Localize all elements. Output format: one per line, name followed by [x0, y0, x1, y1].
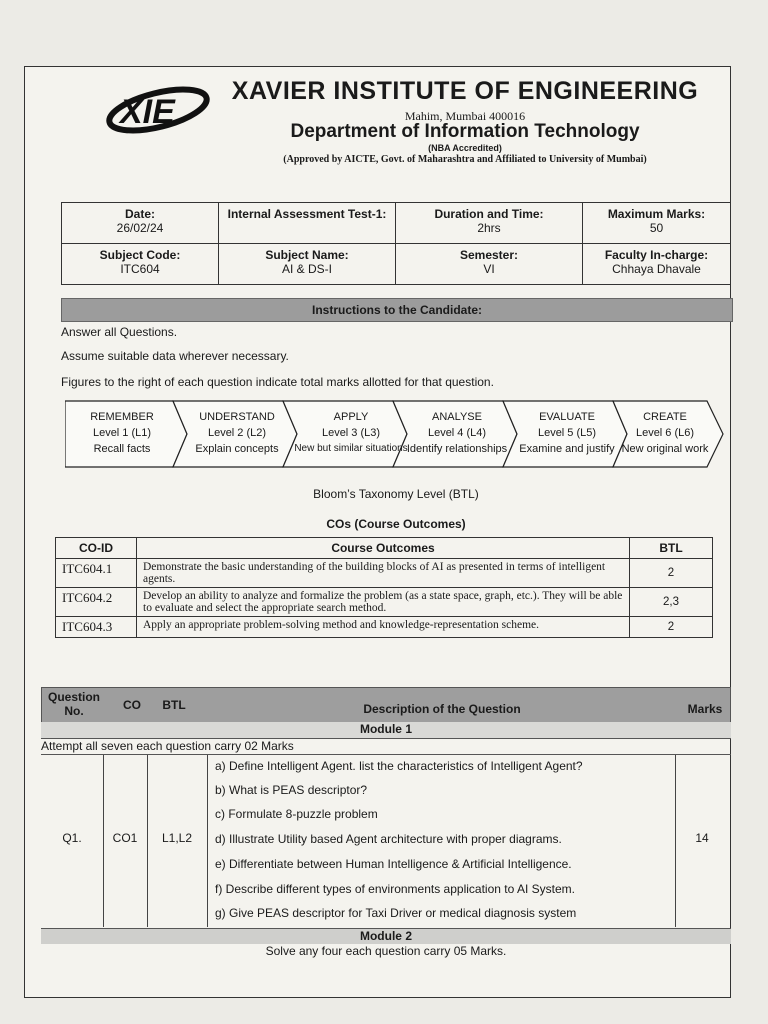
max-marks-label: Maximum Marks:	[607, 207, 706, 221]
table-row	[56, 617, 713, 638]
bloom-name: UNDERSTAND	[199, 411, 275, 423]
max-marks-value: 50	[649, 221, 664, 235]
co-text: Develop an ability to analyze and formalize the problem (as a state space, graph, etc.). They will be able to evaluate and select the appropriate search method.	[137, 588, 630, 617]
marks-cell	[675, 755, 729, 927]
instructions-title: Instructions to the Candidate:	[61, 298, 733, 322]
duration-label: Duration and Time:	[434, 207, 544, 221]
bloom-name: CREATE	[643, 411, 687, 423]
semester-value: VI	[483, 262, 495, 276]
bloom-level: Level 6 (L6)	[635, 427, 695, 439]
question-part: g) Give PEAS descriptor for Taxi Driver or medical diagnosis system	[215, 906, 577, 920]
department-name: Department of Information Technology	[290, 121, 640, 142]
co-id: ITC604.1	[56, 559, 137, 588]
co-text: Apply an appropriate problem-solving method and knowledge-representation scheme.	[137, 617, 630, 638]
bloom-level: Level 5 (L5)	[537, 427, 597, 439]
qno-header: Question No.	[47, 690, 100, 718]
logo-text: XIE	[120, 93, 175, 131]
date-value: 26/02/24	[116, 221, 164, 235]
module-1-instruction: Attempt all seven each question carry 02 Marks	[41, 739, 731, 755]
bloom-level-understand	[182, 409, 292, 457]
bloom-level-remember	[67, 409, 177, 457]
co-id-header: CO-ID	[56, 538, 137, 559]
bloom-desc: Identify relationships	[406, 443, 508, 455]
question-part: c) Formulate 8-puzzle problem	[215, 807, 378, 821]
question-part: a) Define Intelligent Agent. list the characteristics of Intelligent Agent?	[215, 759, 583, 773]
course-outcomes-header: Course Outcomes	[137, 538, 630, 559]
description-header: Description of the Question	[363, 702, 521, 716]
qno-cell	[41, 755, 104, 927]
co-id: ITC604.2	[56, 588, 137, 617]
btl-cell	[147, 755, 208, 927]
exam-info-table	[61, 202, 731, 285]
bloom-name: EVALUATE	[539, 411, 595, 423]
btl-header: BTL	[162, 698, 186, 712]
question-part: b) What is PEAS descriptor?	[215, 783, 368, 797]
subject-name-value: AI & DS-I	[281, 262, 332, 276]
subject-code-value: ITC604	[120, 262, 160, 276]
subject-name-label: Subject Name:	[265, 248, 349, 262]
bloom-level: Level 3 (L3)	[321, 427, 381, 439]
co-btl: 2	[630, 559, 713, 588]
question-part: d) Illustrate Utility based Agent architecture with proper diagrams.	[215, 832, 562, 846]
instruction-item: Answer all Questions.	[61, 325, 178, 339]
module-1-title: Module 1	[41, 722, 731, 739]
bloom-desc: New but similar situations	[294, 443, 408, 454]
subject-code-label: Subject Code:	[99, 248, 181, 262]
bloom-level: Level 2 (L2)	[207, 427, 267, 439]
cos-caption: COs (Course Outcomes)	[326, 517, 466, 531]
bloom-taxonomy-diagram	[65, 399, 725, 469]
btl-value: L1,L2	[161, 831, 193, 845]
accreditation: (NBA Accredited)	[428, 143, 502, 153]
question-part: e) Differentiate between Human Intelligence & Artificial Intelligence.	[215, 857, 572, 871]
bloom-level-apply	[292, 409, 410, 457]
bloom-desc: Explain concepts	[195, 443, 279, 455]
table-row	[41, 755, 731, 927]
btl-header: BTL	[630, 538, 713, 559]
co-header: CO	[123, 698, 141, 712]
bloom-name: REMEMBER	[90, 411, 154, 423]
bloom-name: APPLY	[333, 411, 369, 423]
semester-label: Semester:	[459, 248, 519, 262]
co-btl: 2,3	[630, 588, 713, 617]
faculty-value: Chhaya Dhavale	[612, 262, 701, 276]
bloom-level-evaluate	[512, 409, 622, 457]
table-row	[56, 588, 713, 617]
instruction-item: Assume suitable data wherever necessary.	[61, 349, 289, 363]
btl-caption: Bloom’s Taxonomy Level (BTL)	[313, 487, 479, 501]
bloom-desc: New original work	[621, 443, 709, 455]
bloom-level: Level 4 (L4)	[427, 427, 487, 439]
test-label: Internal Assessment Test-1:	[227, 207, 387, 221]
qno-value: Q1.	[62, 831, 82, 845]
date-label: Date:	[124, 207, 155, 221]
bloom-name: ANALYSE	[432, 411, 482, 423]
co-btl: 2	[630, 617, 713, 638]
faculty-label: Faculty In-charge:	[604, 248, 709, 262]
xie-logo-icon	[100, 85, 210, 135]
table-row	[56, 559, 713, 588]
approval-note: (Approved by AICTE, Govt. of Maharashtra and Affiliated to University of Mumbai)	[283, 154, 647, 165]
marks-header: Marks	[687, 702, 723, 716]
marks-value: 14	[695, 831, 709, 845]
question-table-header	[41, 687, 731, 723]
bloom-desc: Examine and justify	[519, 443, 615, 455]
co-cell	[103, 755, 148, 927]
question-paper	[24, 66, 731, 998]
co-text: Demonstrate the basic understanding of the building blocks of AI as presented in terms of intelligent agents.	[137, 559, 630, 588]
question-part: f) Describe different types of environments application to AI System.	[215, 882, 575, 896]
co-id: ITC604.3	[56, 617, 137, 638]
institute-address: Mahim, Mumbai 400016	[404, 109, 526, 123]
bloom-level: Level 1 (L1)	[92, 427, 152, 439]
module-2-instruction: Solve any four each question carry 05 Marks.	[265, 944, 507, 958]
bloom-level-create	[615, 409, 715, 457]
bloom-level-analyse	[402, 409, 512, 457]
duration-value: 2hrs	[477, 221, 501, 235]
institute-name: XAVIER INSTITUTE OF ENGINEERING	[231, 77, 699, 105]
module-2-title: Module 2	[41, 928, 731, 944]
co-value: CO1	[112, 831, 138, 845]
course-outcomes-table	[55, 537, 713, 638]
bloom-desc: Recall facts	[93, 443, 151, 455]
instruction-item: Figures to the right of each question indicate total marks allotted for that question.	[61, 375, 494, 389]
